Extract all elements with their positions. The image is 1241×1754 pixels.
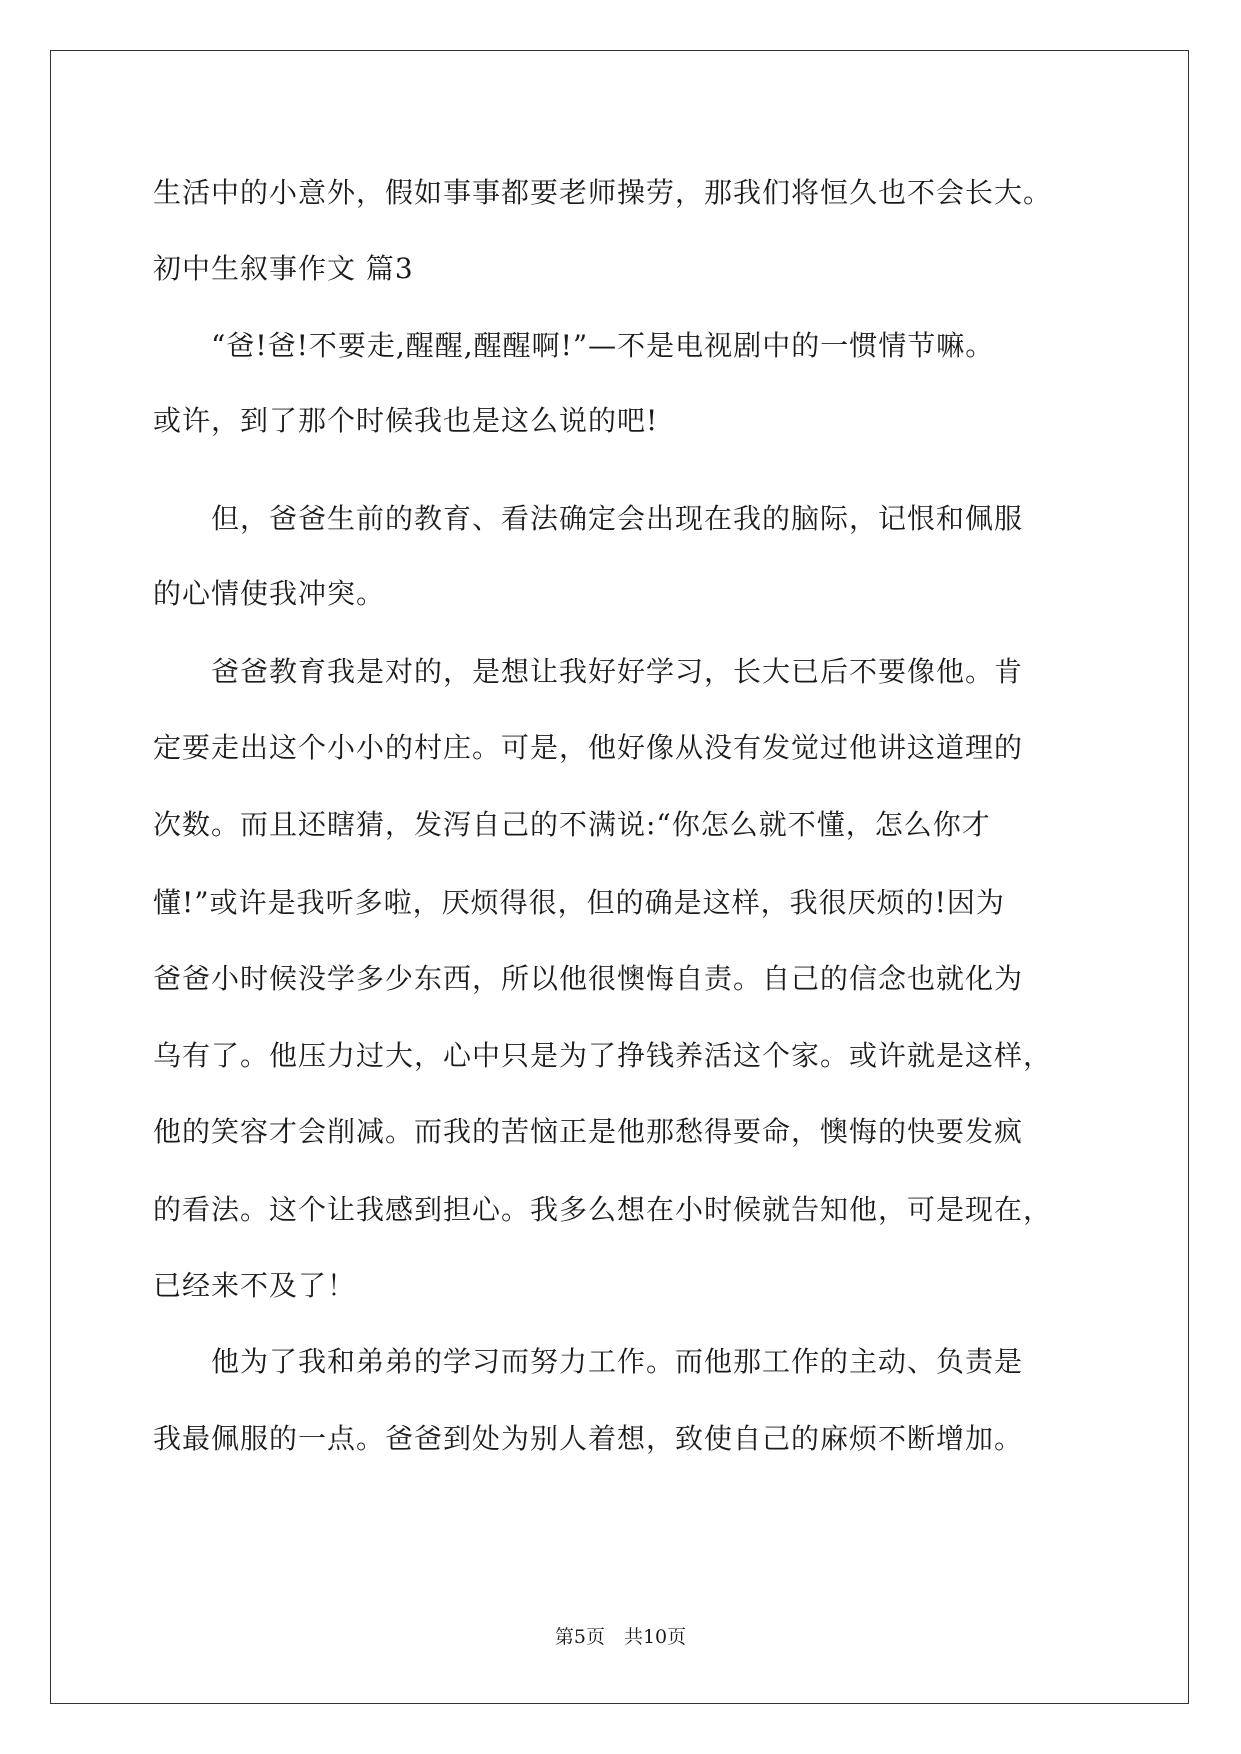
text-line: 已经来不及了！: [153, 1269, 357, 1302]
text-line: 我最佩服的一点。爸爸到处为别人着想，致使自己的麻烦不断增加。: [153, 1422, 1024, 1455]
page-number-footer: 第5页 共10页: [554, 1626, 687, 1648]
text-line: 懂!”或许是我听多啦，厌烦得很，但的确是这样，我很厌烦的!因为: [153, 886, 1005, 919]
text-line: 或许，到了那个时候我也是这么说的吧!: [153, 404, 659, 437]
text-line: 生活中的小意外，假如事事都要老师操劳，那我们将恒久也不会长大。: [153, 176, 1053, 209]
text-line: 爸爸小时候没学多少东西，所以他很懊悔自责。自己的信念也就化为: [153, 962, 1024, 995]
text-line: 次数。而且还瞎猜，发泻自己的不满说:“你怎么就不懂，怎么你才: [153, 808, 991, 841]
text-line: 爸爸教育我是对的，是想让我好好学习，长大已后不要像他。肯: [153, 655, 1024, 688]
text-line: “爸!爸!不要走,醒醒,醒醒啊!”—不是电视剧中的一惯情节嘛。: [153, 329, 995, 362]
text-line: 的心情使我冲突。: [153, 577, 386, 610]
section-heading: 初中生叙事作文 篇3: [153, 252, 414, 285]
text-line: 他为了我和弟弟的学习而努力工作。而他那工作的主动、负责是: [153, 1345, 1024, 1378]
text-line: 定要走出这个小小的村庄。可是，他好像从没有发觉过他讲这道理的: [153, 731, 1024, 764]
text-line: 但，爸爸生前的教育、看法确定会出现在我的脑际，记恨和佩服: [153, 502, 1024, 535]
text-line: 的看法。这个让我感到担心。我多么想在小时候就告知他，可是现在，: [153, 1193, 1053, 1226]
text-line: 乌有了。他压力过大，心中只是为了挣钱养活这个家。或许就是这样，: [153, 1039, 1053, 1072]
text-line: 他的笑容才会削减。而我的苦恼正是他那愁得要命，懊悔的快要发疯: [153, 1115, 1024, 1148]
